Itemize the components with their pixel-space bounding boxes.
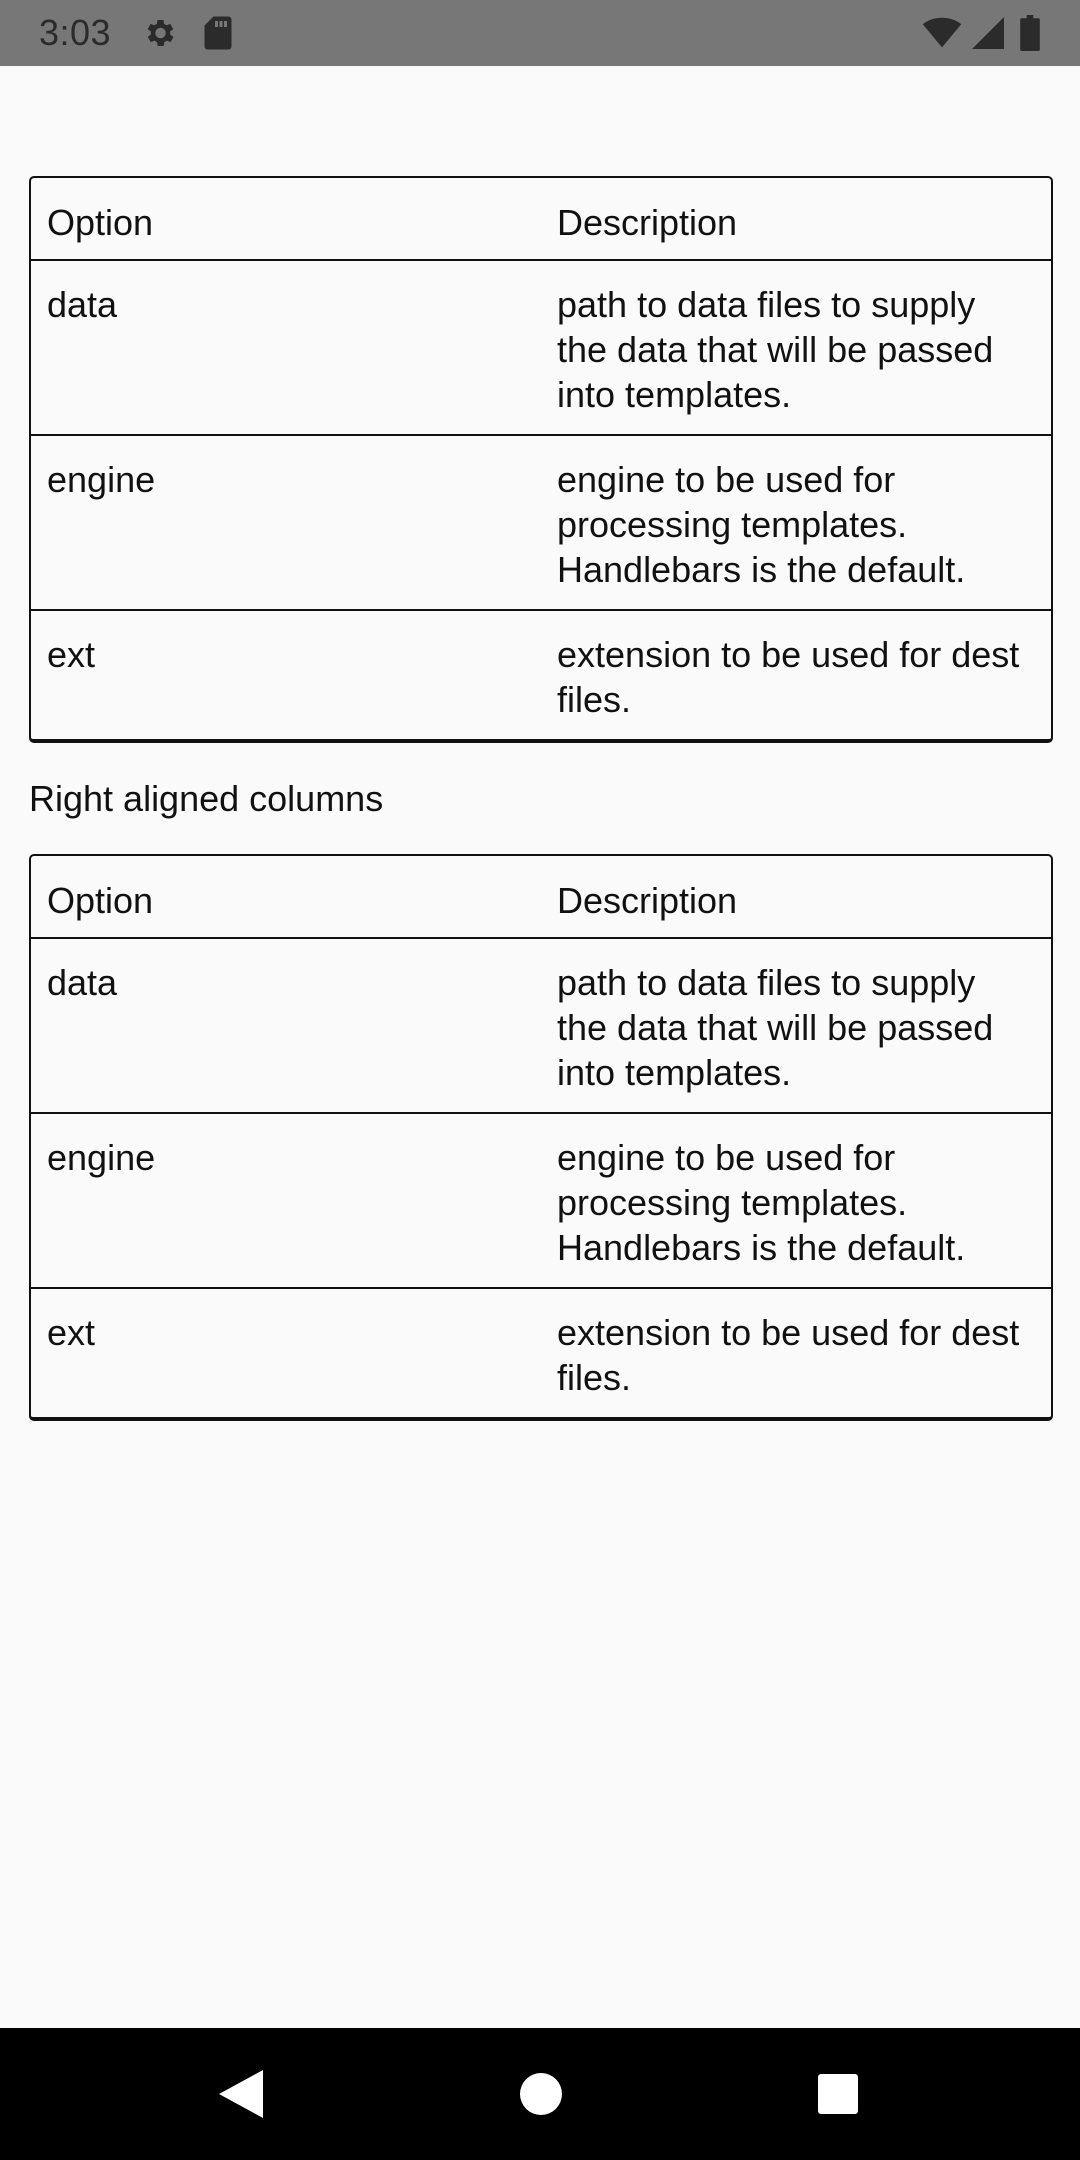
table-header-row [31, 856, 1051, 939]
table-row [31, 434, 1051, 609]
wifi-icon [922, 17, 962, 49]
option-cell: engine [31, 1112, 541, 1287]
column-header-description: Description [541, 856, 1051, 939]
option-cell: engine [31, 434, 541, 609]
table-row [31, 609, 1051, 739]
table-row [31, 1112, 1051, 1287]
options-table [29, 176, 1053, 743]
section-caption: Right aligned columns [29, 778, 384, 819]
gear-icon [141, 15, 177, 51]
navigation-bar [0, 2028, 1080, 2160]
table-row [31, 261, 1051, 434]
column-header-option: Option [31, 856, 541, 939]
description-cell: path to data files to supply the data that will be passed into templates. [557, 962, 994, 1093]
back-icon[interactable] [219, 2070, 263, 2118]
status-bar [0, 0, 1080, 66]
description-cell: engine to be used for processing templates. Handlebars is the default. [541, 1112, 1051, 1287]
description-cell: extension to be used for dest files. [541, 609, 1051, 739]
status-time: 3:03 [39, 12, 112, 53]
sd-card-icon [203, 15, 233, 51]
signal-icon [972, 17, 1004, 49]
home-icon[interactable] [520, 2073, 562, 2115]
table-header-row [31, 178, 1051, 261]
column-header-option: Option [31, 178, 541, 261]
description-cell: extension to be used for dest files. [541, 1287, 1051, 1417]
option-cell: data [47, 962, 118, 1003]
option-cell: data [47, 284, 118, 325]
option-cell: ext [31, 1287, 541, 1417]
description-cell: engine to be used for processing templates. Handlebars is the default. [541, 434, 1051, 609]
table-row [31, 939, 1051, 1112]
description-cell: path to data files to supply the data that will be passed into templates. [557, 284, 994, 415]
column-header-description: Description [541, 178, 1051, 261]
options-table-right-aligned [29, 854, 1053, 1421]
table-row [31, 1287, 1051, 1417]
option-cell: ext [31, 609, 541, 739]
recents-icon[interactable] [818, 2074, 858, 2114]
battery-icon [1020, 15, 1040, 51]
